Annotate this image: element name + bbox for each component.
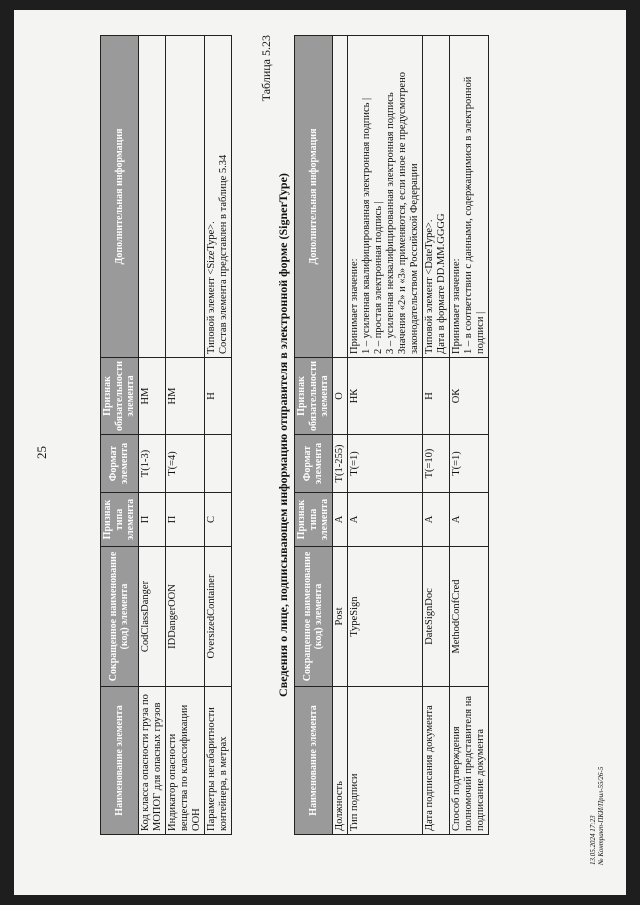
extra-line: Значения «2» и «3» применяются, если иное не предусмотрено законодательством Российской Федерации [396, 72, 420, 354]
header-short: Сокращенное наименование (код) элемента [295, 547, 333, 687]
table-number: Таблица 5.23 [259, 35, 273, 102]
header-name: Наименование элемента [295, 687, 333, 835]
cell-required: Н [204, 357, 231, 434]
page-number: 25 [34, 446, 49, 459]
cell-short: MethodConfCred [450, 547, 489, 687]
extra-line: Типовой элемент <DateType>. [423, 219, 435, 354]
table-5-23 [294, 35, 489, 835]
cell-name: Дата подписания документа [422, 687, 449, 835]
extra-line: Принимает значение: [451, 258, 463, 354]
cell-extra [450, 36, 489, 358]
cell-type: С [204, 493, 231, 547]
header-extra: Дополнительная информация [101, 36, 139, 358]
cell-type: А [332, 493, 347, 547]
cell-name: Способ подтверждения полномочий представителя на подписание документа [450, 687, 489, 835]
table-header-row [101, 36, 139, 835]
cell-required: Н [422, 357, 449, 434]
cell-extra [138, 36, 165, 358]
cell-format: T(1-255) [332, 435, 347, 493]
cell-required: НМ [165, 357, 204, 434]
cell-format: T(=10) [422, 435, 449, 493]
table-5-22-continuation [100, 35, 232, 835]
extra-line: Принимает значение: [348, 258, 360, 354]
cell-format: T(=1) [450, 435, 489, 493]
extra-line: 1 – в соответствии с данными, содержащимися в электронной подписи | [463, 76, 487, 354]
header-short: Сокращенное наименование (код) элемента [101, 547, 139, 687]
extra-line: 2 – простая электронная подпись | [372, 201, 384, 354]
header-required: Признак обязательности элемента [101, 357, 139, 434]
header-type: Признак типа элемента [101, 493, 139, 547]
cell-short: CodClassDanger [138, 547, 165, 687]
table-title: Сведения о лице, подписывающем информацию отправителя в электронной форме (SignerType) [276, 173, 290, 697]
stamp-ref: № Контракт-ПКИ/Прил-55/26-5 [597, 766, 606, 865]
extra-line: Состав элемента представлен в таблице 5.34 [217, 154, 229, 354]
cell-format [204, 435, 231, 493]
table-row [332, 36, 347, 835]
cell-type: П [138, 493, 165, 547]
cell-extra [332, 36, 347, 358]
extra-line: 1 – усиленная квалифицированная электронная подпись | [360, 97, 372, 354]
header-format: Формат элемента [295, 435, 333, 493]
header-extra: Дополнительная информация [295, 36, 333, 358]
table-row [165, 36, 204, 835]
cell-required: О [332, 357, 347, 434]
cell-extra [165, 36, 204, 358]
cell-name: Должность [332, 687, 347, 835]
document-stamp [589, 767, 606, 865]
cell-name: Индикатор опасности вещества по классификации ООН [165, 687, 204, 835]
table-row [347, 36, 422, 835]
cell-short: TypeSign [347, 547, 422, 687]
stamp-date: 13.05.2024 17:23 [589, 815, 597, 865]
cell-type: А [422, 493, 449, 547]
cell-type: П [165, 493, 204, 547]
cell-short: IDDangerOON [165, 547, 204, 687]
cell-extra [204, 36, 231, 358]
cell-short: DateSignDoc [422, 547, 449, 687]
cell-name: Тип подписи [347, 687, 422, 835]
cell-required: НМ [138, 357, 165, 434]
cell-short: Post [332, 547, 347, 687]
header-required: Признак обязательности элемента [295, 357, 333, 434]
cell-short: OversizedContainer [204, 547, 231, 687]
header-type: Признак типа элемента [295, 493, 333, 547]
rotated-content [14, 10, 626, 895]
cell-type: А [347, 493, 422, 547]
extra-line: Типовой элемент <SizeType>. [205, 221, 217, 354]
table-row [422, 36, 449, 835]
cell-type: А [450, 493, 489, 547]
document-page [14, 10, 626, 895]
extra-line: Дата в формате DD.MM.GGGG [436, 213, 447, 354]
extra-line: 3 – усиленная неквалифицированная электронная подпись [384, 92, 396, 354]
header-name: Наименование элемента [101, 687, 139, 835]
cell-required: ОК [450, 357, 489, 434]
cell-extra [347, 36, 422, 358]
header-format: Формат элемента [101, 435, 139, 493]
cell-required: НК [347, 357, 422, 434]
cell-format: T(1-3) [138, 435, 165, 493]
cell-name: Параметры негабаритности контейнера, в метрах [204, 687, 231, 835]
cell-extra [422, 36, 449, 358]
table-row [450, 36, 489, 835]
cell-name: Код класса опасности груза по МОПОГ для опасных грузов [138, 687, 165, 835]
table-row [204, 36, 231, 835]
cell-format: T(=4) [165, 435, 204, 493]
table-header-row [295, 36, 333, 835]
cell-format: T(=1) [347, 435, 422, 493]
table-row [138, 36, 165, 835]
